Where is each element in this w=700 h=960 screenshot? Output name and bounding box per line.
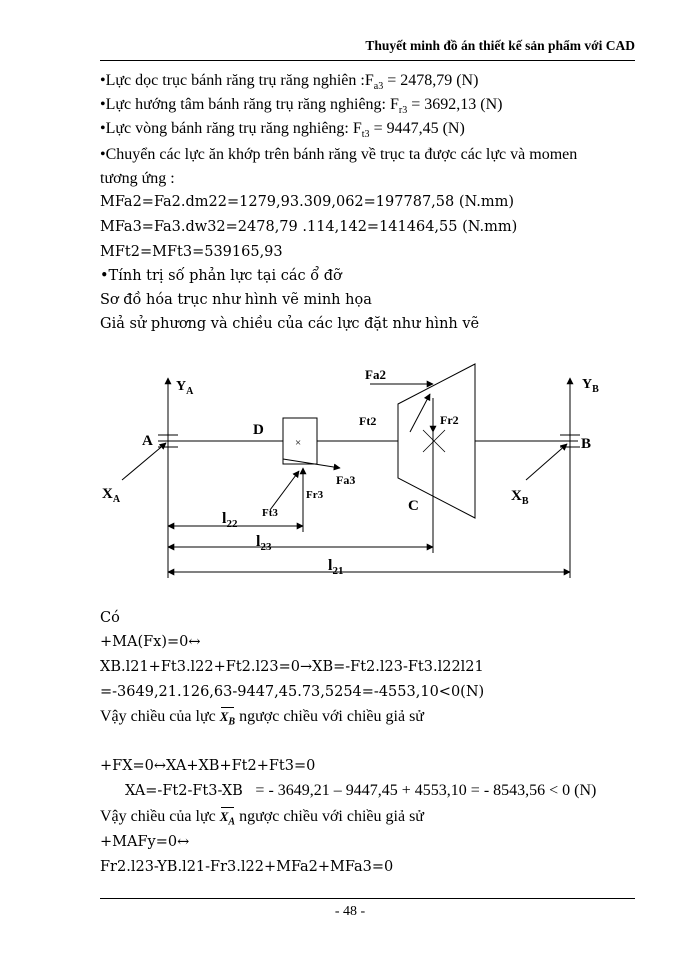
yb-label: $Y_B$ [582,377,599,395]
l21-label: $l_{21}$ [328,557,344,577]
force-axial-value: = 2478,79 (N) [383,72,479,89]
ft2-label: Ft2 [359,414,377,428]
xb-vector: $X_B$ [219,709,236,728]
fr3-label: Fr3 [306,489,324,501]
conclusion-xb-post: ngược chiều với chiều giả sử [239,708,424,725]
force-tangential-label: •Lực vòng bánh răng trụ răng nghiêng: F [100,120,362,137]
conclusion-xb-pre: Vậy chiều của lực [100,708,216,725]
point-d-label: D [253,422,264,438]
l22-label: $l_{22}$ [222,510,238,530]
transfer-text-line1: •Chuyển các lực ăn khớp trên bánh răng về trục ta được các lực và momen [100,146,578,163]
moment-mft: MFt2=MFt3=539165,93 [100,244,283,260]
page-header: Thuyết minh đồ án thiết kế sản phẩm với CAD [365,38,635,53]
calc-fx: +FX=0↔XA+XB+Ft2+Ft3=0 [100,758,316,774]
calc-fr-equation: Fr2.l23-YB.l21-Fr3.l22+MFa2+MFa3=0 [100,859,394,875]
calc-conclusion-xb [100,708,424,728]
moment-mfa2: MFa2=Fa2.dm22=1279,93.309,062=197787,58 (N.mm) [100,194,515,210]
calc-xb-value: =-3649,21.126,63-9447,45.73,5254=-4553,10<0(N) [100,684,485,700]
ya-label: $Y_A$ [176,379,194,397]
calc-ma-fx: +MA(Fx)=0↔ [100,634,201,650]
force-radial-value: = 3692,13 (N) [407,96,503,113]
calc-conclusion-xa [100,808,424,828]
footer-rule [100,898,635,899]
point-b-label: B [581,436,592,452]
force-radial-sub: r3 [398,105,408,117]
fr2-label: Fr2 [440,413,459,427]
ft3-label: Ft3 [262,507,278,519]
force-axial-sub: a3 [373,81,384,93]
schema-text: Sơ đồ hóa trục như hình vẽ minh họa [100,292,372,308]
xb-arrow [526,444,567,480]
calc-xa-right: = - 3649,21 – 9447,45 + 4553,10 = - 8543,56 < 0 (N) [255,782,597,799]
force-radial [100,96,502,116]
gear-d-center: × [295,437,302,449]
force-axial [100,72,478,92]
xa-label: $X_A$ [102,486,121,505]
calc-xa-left: XA=-Ft2-Ft3-XB [125,783,243,799]
transfer-text-line2: tương ứng : [100,170,175,187]
fa3-label: Fa3 [336,473,356,487]
reactions-title: •Tính trị số phản lực tại các ổ đỡ [100,268,342,284]
header-rule [100,60,635,61]
ft3-arrow [270,471,299,510]
force-tangential-value: = 9447,45 (N) [369,120,465,137]
l23-label: $l_{23}$ [256,533,272,553]
calc-xa [125,782,596,800]
calc-xb-equation: XB.l21+Ft3.l22+Ft2.l23=0→XB=-Ft2.l23-Ft3.l22l21 [100,659,484,675]
assumption-text: Giả sử phương và chiều của các lực đặt như hình vẽ [100,316,480,332]
xa-vector: $X_A$ [219,809,236,828]
force-axial-label: •Lực dọc trục bánh răng trụ răng nghiên :F [100,72,374,89]
moment-mfa3: MFa3=Fa3.dw32=2478,79 .114,142=141464,55 (N.mm) [100,219,518,235]
xb-label: $X_B$ [511,488,529,507]
calc-co: Có [100,610,120,626]
force-radial-label: •Lực hướng tâm bánh răng trụ răng nghiêng: F [100,96,399,113]
force-tangential-sub: t3 [361,129,370,141]
point-a-label: A [142,433,153,449]
point-c-label: C [408,498,419,514]
conclusion-xa-post: ngược chiều với chiều giả sử [239,808,424,825]
fa2-label: Fa2 [365,367,386,382]
bevel-gear-c [398,364,475,518]
shaft-force-diagram [100,360,600,590]
page-number: - 48 - [334,904,366,919]
conclusion-xa-pre: Vậy chiều của lực [100,808,216,825]
calc-mafy: +MAFy=0↔ [100,834,190,850]
force-tangential [100,120,465,140]
